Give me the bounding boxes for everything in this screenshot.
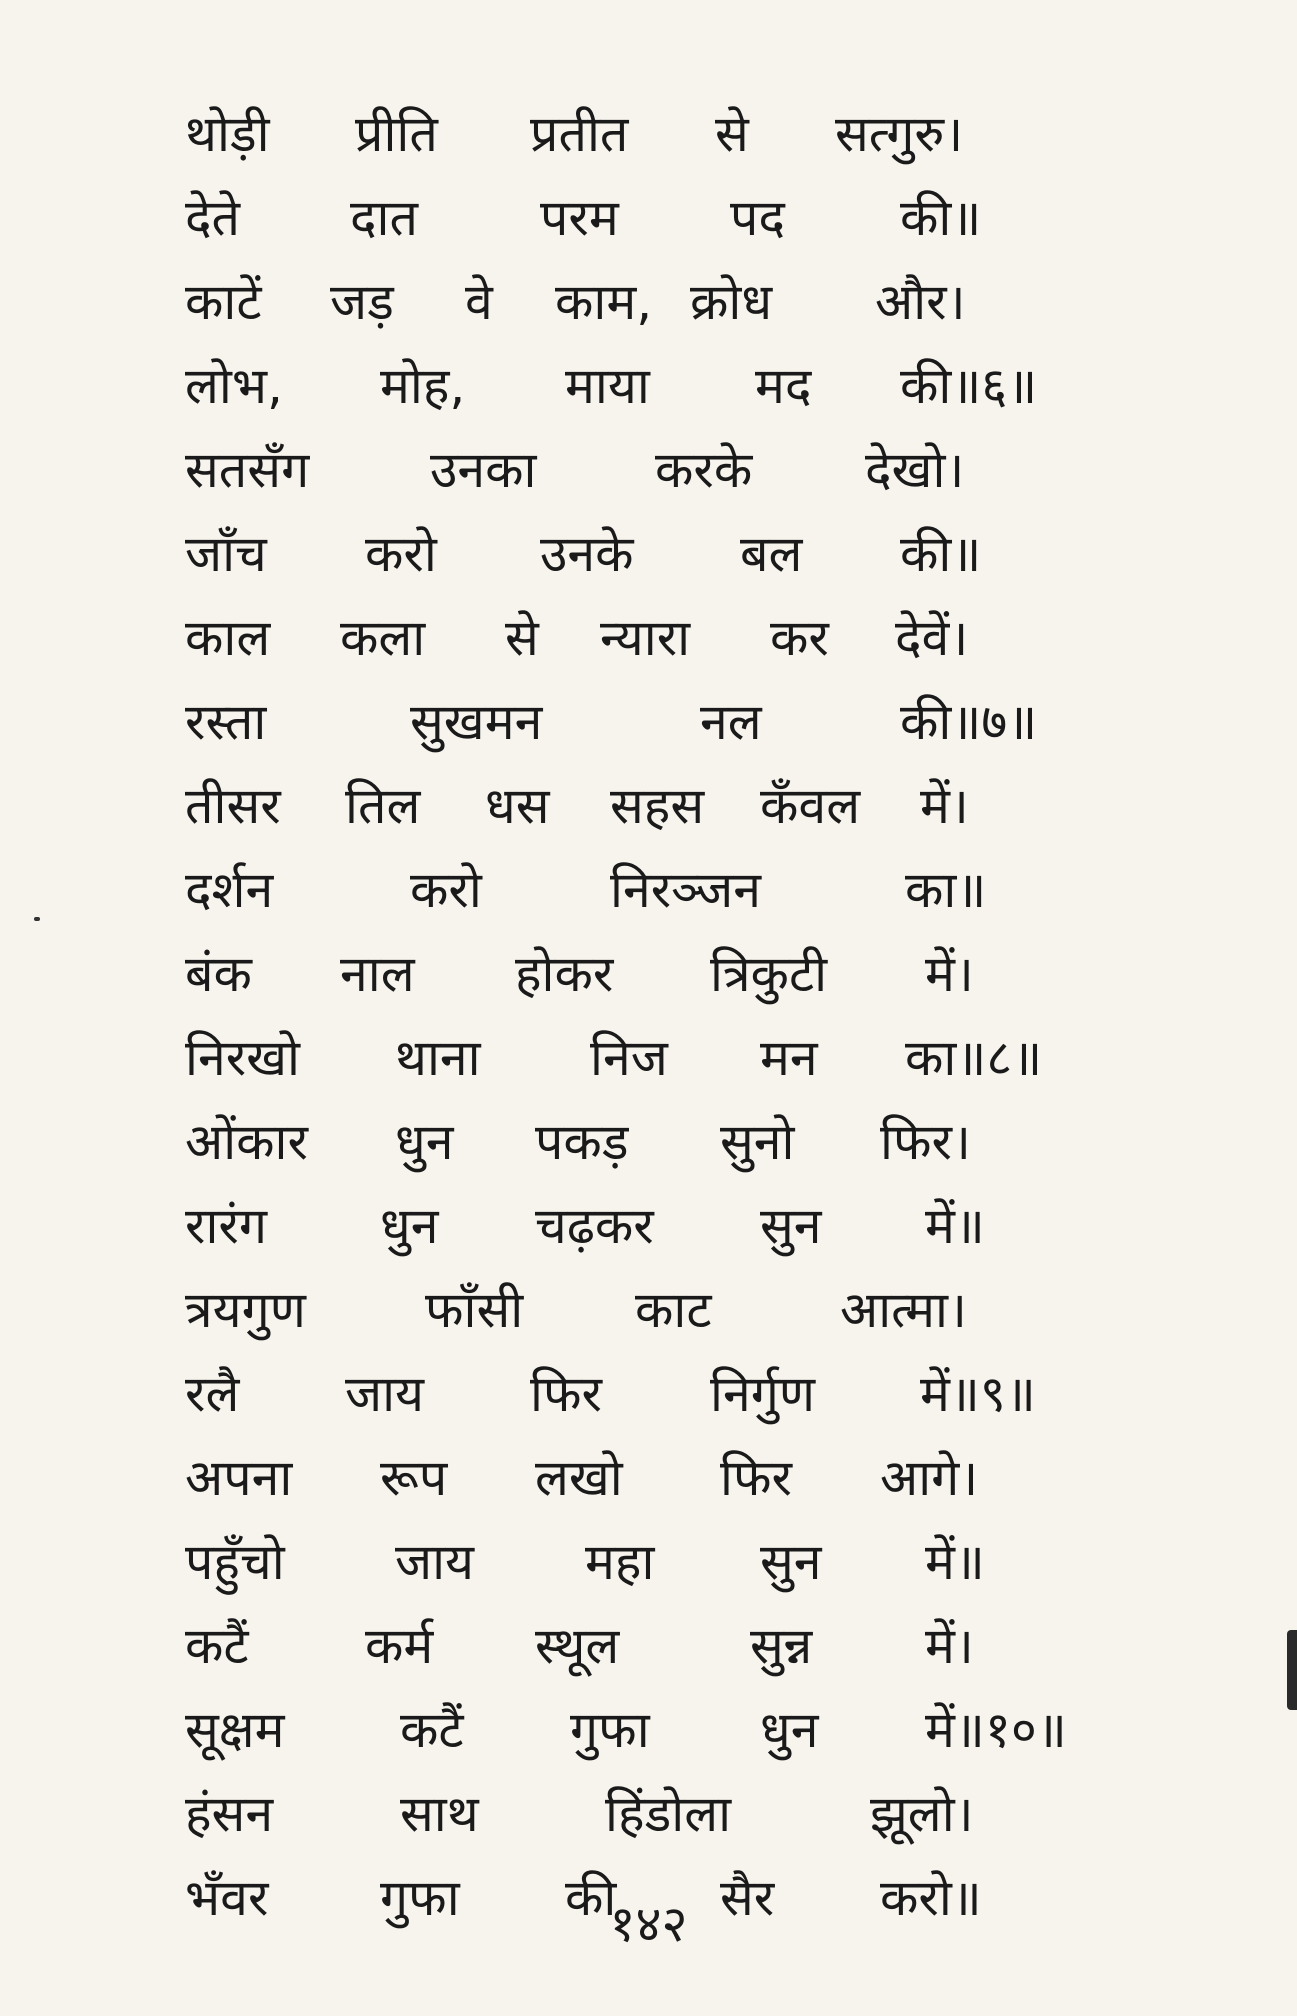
verse-word: त्रयगुण bbox=[185, 1281, 306, 1339]
verse-word: उनका bbox=[430, 441, 537, 499]
verse-word: की॥ bbox=[900, 189, 982, 247]
verse-word: रस्ता bbox=[185, 693, 267, 751]
verse-word: कटैं bbox=[400, 1701, 464, 1759]
verse-word: पकड़ bbox=[535, 1113, 629, 1171]
verse-line bbox=[185, 1100, 1125, 1184]
verse-word: धुन bbox=[395, 1113, 454, 1171]
verse-word: सुखमन bbox=[410, 693, 543, 751]
verse-word: निरञ्जन bbox=[610, 861, 761, 919]
verse-word: क्रोध bbox=[690, 273, 773, 331]
verse-word: रूप bbox=[380, 1449, 448, 1507]
verse-word: काट bbox=[635, 1281, 712, 1339]
verse-line bbox=[185, 932, 1125, 1016]
verse-word: में। bbox=[920, 777, 969, 835]
verse-line bbox=[185, 764, 1125, 848]
verse-word: आगे। bbox=[880, 1449, 979, 1507]
verse-word: निरखो bbox=[185, 1029, 300, 1087]
verse-word: थोड़ी bbox=[185, 105, 270, 163]
verse-word: काटें bbox=[185, 273, 262, 331]
verse-line bbox=[185, 176, 1125, 260]
verse-line bbox=[185, 1352, 1125, 1436]
verse-word: की॥७॥ bbox=[900, 693, 1038, 751]
verse-word: जाय bbox=[395, 1533, 475, 1591]
verse-word: महा bbox=[585, 1533, 655, 1591]
verse-word: परम bbox=[540, 189, 619, 247]
verse-word: आत्मा। bbox=[840, 1281, 967, 1339]
verse-word: नल bbox=[700, 693, 762, 751]
verse-word: रारंग bbox=[185, 1197, 267, 1255]
verse-word: पद bbox=[730, 189, 785, 247]
verse-word: देते bbox=[185, 189, 241, 247]
verse-word: फिर। bbox=[880, 1113, 971, 1171]
verse-line bbox=[185, 260, 1125, 344]
verse-word: ओंकार bbox=[185, 1113, 308, 1171]
verse-word: सुन bbox=[760, 1197, 822, 1255]
verse-word: देवें। bbox=[895, 609, 969, 667]
verse-word: साथ bbox=[400, 1785, 479, 1843]
verse-word: का॥८॥ bbox=[905, 1029, 1043, 1087]
verse-word: काम, bbox=[555, 273, 653, 331]
verse-word: सुनो bbox=[720, 1113, 795, 1171]
verse-word: धुन bbox=[760, 1701, 819, 1759]
verse-word: तिल bbox=[345, 777, 421, 835]
verse-word: मोह, bbox=[380, 357, 466, 415]
verse-word: झूलो। bbox=[870, 1785, 974, 1843]
verse-word: गुफा bbox=[380, 1869, 460, 1927]
page-number: १४२ bbox=[609, 1895, 688, 1953]
scan-edge-mark bbox=[1287, 1630, 1297, 1710]
verse-word: की॥६॥ bbox=[900, 357, 1038, 415]
verse-word: लोभ, bbox=[185, 357, 283, 415]
verse-word: दात bbox=[350, 189, 418, 247]
verse-word: माया bbox=[565, 357, 650, 415]
verse-line bbox=[185, 92, 1125, 176]
verse-line bbox=[185, 1184, 1125, 1268]
verse-word: धस bbox=[485, 777, 550, 835]
verse-line bbox=[185, 680, 1125, 764]
verse-line bbox=[185, 1772, 1125, 1856]
verse-word: सुन bbox=[760, 1533, 822, 1591]
verse-word: प्रतीत bbox=[530, 105, 629, 163]
verse-line bbox=[185, 1016, 1125, 1100]
verse-word: चढ़कर bbox=[535, 1197, 654, 1255]
verse-word: रलै bbox=[185, 1365, 240, 1423]
verse-word: फिर bbox=[720, 1449, 792, 1507]
verse-word: में॥ bbox=[925, 1197, 985, 1255]
verse-word: बंक bbox=[185, 945, 252, 1003]
verse-line bbox=[185, 428, 1125, 512]
verse-word: त्रिकुटी bbox=[710, 945, 828, 1003]
verse-word: सुन्न bbox=[750, 1617, 813, 1675]
verse-word: तीसर bbox=[185, 777, 281, 835]
verse-word: वे bbox=[465, 273, 493, 331]
verse-word: और। bbox=[875, 273, 966, 331]
verse-line bbox=[185, 344, 1125, 428]
verse-word: सत्गुरु। bbox=[835, 105, 964, 163]
verse-word: फिर bbox=[530, 1365, 602, 1423]
verse-word: हिंडोला bbox=[605, 1785, 732, 1843]
verse-word: सतसँग bbox=[185, 441, 310, 499]
verse-word: में॥९॥ bbox=[920, 1365, 1036, 1423]
verse-word: काल bbox=[185, 609, 271, 667]
verse-word: प्रीति bbox=[355, 105, 438, 163]
verse-word: का॥ bbox=[905, 861, 987, 919]
verse-word: न्यारा bbox=[600, 609, 691, 667]
verse-word: में। bbox=[925, 945, 974, 1003]
verse-word: मन bbox=[760, 1029, 818, 1087]
verse-word: कटैं bbox=[185, 1617, 249, 1675]
verse-word: करो॥ bbox=[880, 1869, 982, 1927]
verse-word: बल bbox=[740, 525, 803, 583]
verse-word: जड़ bbox=[330, 273, 394, 331]
verse-word: थाना bbox=[395, 1029, 481, 1087]
verse-line bbox=[185, 1520, 1125, 1604]
verse-word: उनके bbox=[540, 525, 634, 583]
verse-word: कर bbox=[770, 609, 829, 667]
verse-word: कर्म bbox=[365, 1617, 434, 1675]
verse-block bbox=[185, 92, 1125, 1940]
verse-word: की bbox=[565, 1869, 617, 1927]
verse-word: स्थूल bbox=[535, 1617, 620, 1675]
verse-word: कँवल bbox=[760, 777, 861, 835]
verse-line bbox=[185, 1436, 1125, 1520]
verse-word: अपना bbox=[185, 1449, 293, 1507]
verse-word: निज bbox=[590, 1029, 668, 1087]
verse-word: फाँसी bbox=[425, 1281, 524, 1339]
verse-line bbox=[185, 512, 1125, 596]
verse-word: पहुँचो bbox=[185, 1533, 285, 1591]
verse-line bbox=[185, 1268, 1125, 1352]
verse-word: जाय bbox=[345, 1365, 425, 1423]
verse-line bbox=[185, 596, 1125, 680]
verse-word: गुफा bbox=[570, 1701, 650, 1759]
verse-word: देखो। bbox=[865, 441, 965, 499]
verse-line bbox=[185, 848, 1125, 932]
verse-word: दर्शन bbox=[185, 861, 274, 919]
verse-line bbox=[185, 1688, 1125, 1772]
verse-word: में॥१०॥ bbox=[925, 1701, 1067, 1759]
verse-word: धुन bbox=[380, 1197, 439, 1255]
verse-word: में॥ bbox=[925, 1533, 985, 1591]
verse-word: करो bbox=[410, 861, 482, 919]
verse-word: सहस bbox=[610, 777, 705, 835]
verse-word: निर्गुण bbox=[710, 1365, 815, 1423]
verse-word: सूक्षम bbox=[185, 1701, 285, 1759]
verse-word: मद bbox=[755, 357, 812, 415]
verse-word: की॥ bbox=[900, 525, 982, 583]
verse-word: हंसन bbox=[185, 1785, 274, 1843]
scan-speck bbox=[34, 917, 40, 921]
verse-word: भँवर bbox=[185, 1869, 269, 1927]
verse-word: करो bbox=[365, 525, 437, 583]
verse-word: से bbox=[505, 609, 539, 667]
verse-word: में। bbox=[925, 1617, 974, 1675]
verse-word: करके bbox=[655, 441, 753, 499]
verse-word: सैर bbox=[720, 1869, 775, 1927]
verse-word: कला bbox=[340, 609, 426, 667]
verse-word: नाल bbox=[340, 945, 415, 1003]
verse-word: जाँच bbox=[185, 525, 267, 583]
verse-word: होकर bbox=[515, 945, 614, 1003]
verse-word: लखो bbox=[535, 1449, 623, 1507]
verse-line bbox=[185, 1604, 1125, 1688]
verse-word: से bbox=[715, 105, 749, 163]
